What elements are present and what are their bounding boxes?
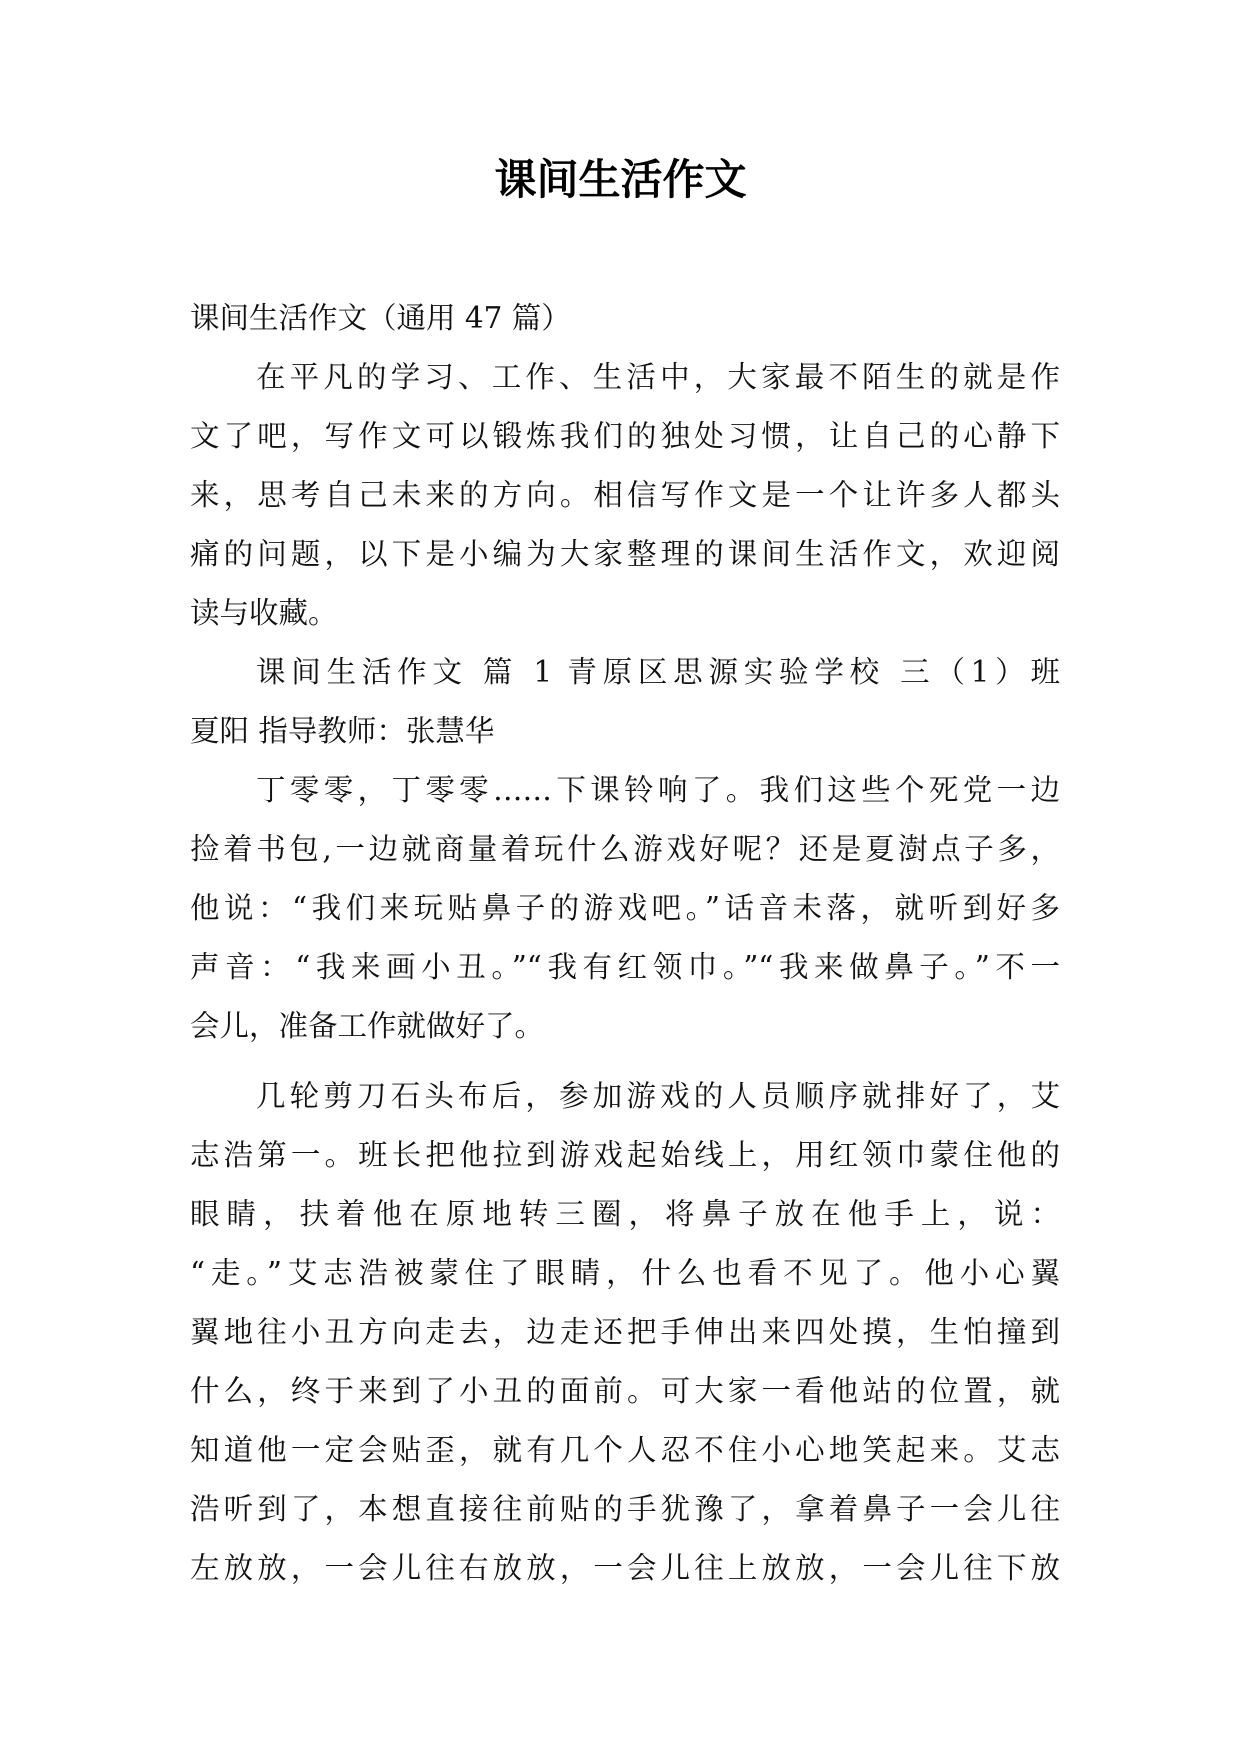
essay-paragraph-line: 知道他一定会贴歪，就有几个人忍不住小心地笑起来。艾志 bbox=[190, 1433, 1060, 1467]
essay-paragraph-line: 几轮剪刀石头布后，参加游戏的人员顺序就排好了，艾 bbox=[256, 1079, 1060, 1113]
doc-subtitle-line: 课间生活作文（通用 47 篇） bbox=[190, 301, 571, 335]
essay-paragraph-line: 志浩第一。班长把他拉到游戏起始线上，用红领巾蒙住他的 bbox=[190, 1138, 1060, 1172]
essay-paragraph-line: 浩听到了，本想直接往前贴的手犹豫了，拿着鼻子一会儿往 bbox=[190, 1492, 1060, 1526]
essay-paragraph-line: 他说：“我们来玩贴鼻子的游戏吧。”话音未落，就听到好多 bbox=[190, 891, 1060, 925]
intro-paragraph-line: 痛的问题，以下是小编为大家整理的课间生活作文，欢迎阅 bbox=[190, 537, 1060, 571]
essay-paragraph-line: 声音：“我来画小丑。”“我有红领巾。”“我来做鼻子。”不一 bbox=[190, 950, 1060, 984]
document-title: 课间生活作文 bbox=[494, 155, 747, 204]
essay-paragraph-line: 丁零零，丁零零……下课铃响了。我们这些个死党一边 bbox=[256, 773, 1060, 807]
essay-header-line: 夏阳 指导教师：张慧华 bbox=[190, 714, 495, 748]
essay-header-line: 课间生活作文 篇 1 青原区思源实验学校 三（1）班 bbox=[256, 655, 1060, 689]
essay-paragraph-line: 眼睛，扶着他在原地转三圈，将鼻子放在他手上，说： bbox=[190, 1197, 1060, 1231]
intro-paragraph-line: 文了吧，写作文可以锻炼我们的独处习惯，让自己的心静下 bbox=[190, 419, 1060, 453]
essay-paragraph-line: 捡着书包,一边就商量着玩什么游戏好呢？还是夏澍点子多， bbox=[190, 832, 1060, 866]
document-body bbox=[190, 289, 1060, 1598]
intro-paragraph-line: 来，思考自己未来的方向。相信写作文是一个让许多人都头 bbox=[190, 478, 1060, 512]
essay-paragraph-line: 会儿，准备工作就做好了。 bbox=[190, 1009, 545, 1043]
essay-paragraph-line: 左放放，一会儿往右放放，一会儿往上放放，一会儿往下放 bbox=[190, 1551, 1060, 1585]
intro-paragraph-line: 读与收藏。 bbox=[190, 596, 338, 630]
intro-paragraph-line: 在平凡的学习、工作、生活中，大家最不陌生的就是作 bbox=[256, 360, 1060, 394]
essay-paragraph-line: 什么，终于来到了小丑的面前。可大家一看他站的位置，就 bbox=[190, 1374, 1060, 1408]
essay-paragraph-line: 翼地往小丑方向走去，边走还把手伸出来四处摸，生怕撞到 bbox=[190, 1315, 1060, 1349]
essay-paragraph-line: “走。”艾志浩被蒙住了眼睛，什么也看不见了。他小心翼 bbox=[190, 1256, 1060, 1290]
